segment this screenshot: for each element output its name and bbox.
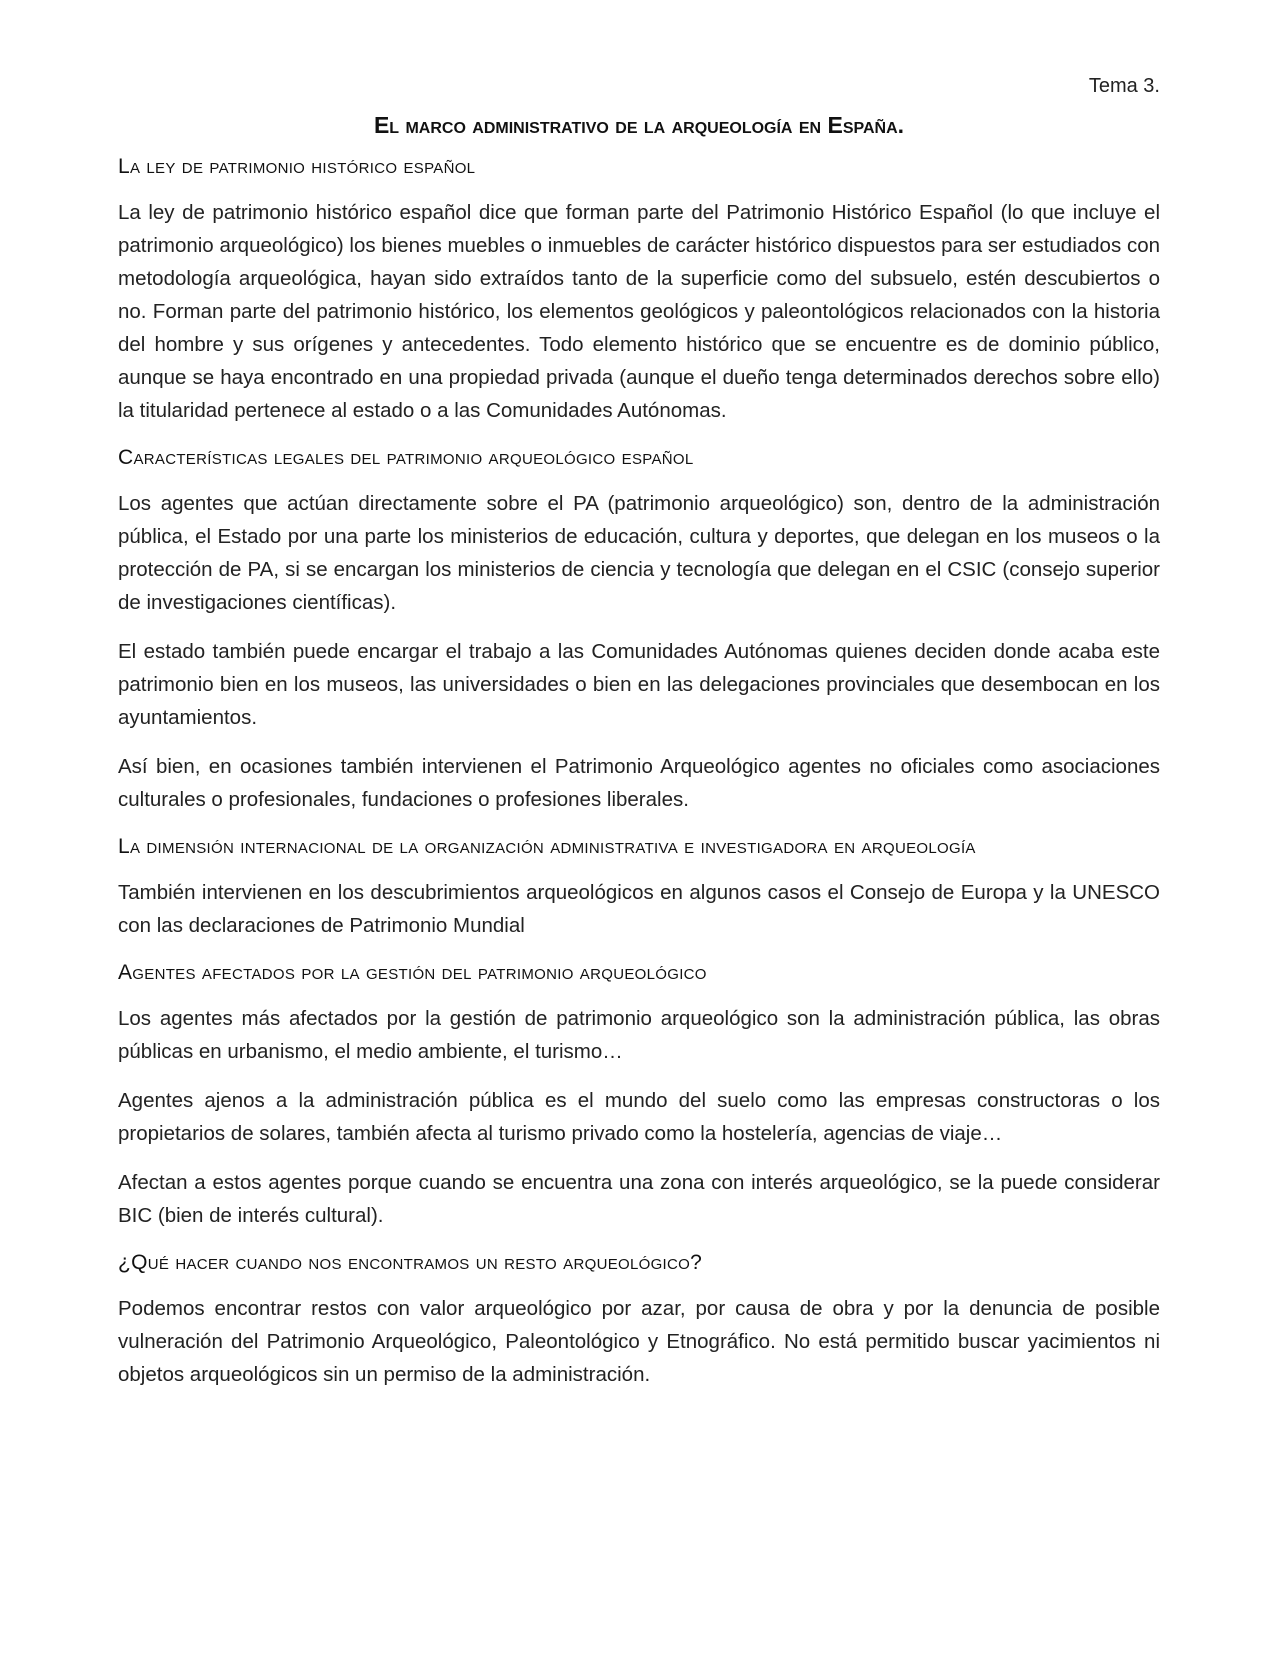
document-title: El marco administrativo de la arqueología en España. bbox=[373, 112, 905, 138]
paragraph: Agentes ajenos a la administración pública es el mundo del suelo como las empresas constructoras o los propietarios de solares, también afecta al turismo privado como la hostelería, agencias de viaje… bbox=[118, 1089, 1160, 1145]
section-dimension-internacional bbox=[118, 832, 1160, 942]
section-que-hacer bbox=[118, 1248, 1160, 1391]
paragraph: También intervienen en los descubrimientos arqueológicos en algunos casos el Consejo de Europa y la UNESCO con las declaraciones de Patrimonio Mundial bbox=[118, 881, 1160, 937]
paragraph: La ley de patrimonio histórico español dice que forman parte del Patrimonio Histórico Español (lo que incluye el patrimonio arqueológico) los bienes muebles o inmuebles de carácter histórico dispuestos para ser estudiados con metodología arqueológica, hayan sido extraídos tanto de la superficie como del subsuelo, estén descubiertos o no. Forman parte del patrimonio histórico, los elementos geológicos y paleontológicos relacionados con la historia del hombre y sus orígenes y antecedentes. Todo elemento histórico que se encuentre es de dominio público, aunque se haya encontrado en una propiedad privada (aunque el dueño tenga determinados derechos sobre ello) la titularidad pertenece al estado o a las Comunidades Autónomas. bbox=[118, 201, 1160, 422]
paragraph: Afectan a estos agentes porque cuando se encuentra una zona con interés arqueológico, se la puede considerar BIC (bien de interés cultural). bbox=[118, 1171, 1160, 1227]
document-page bbox=[118, 72, 1160, 1407]
paragraph: Los agentes más afectados por la gestión de patrimonio arqueológico son la administración pública, las obras públicas en urbanismo, el medio ambiente, el turismo… bbox=[118, 1007, 1160, 1063]
section-heading: ¿Qué hacer cuando nos encontramos un resto arqueológico? bbox=[118, 1251, 703, 1274]
section-agentes-afectados bbox=[118, 958, 1160, 1232]
section-heading: Características legales del patrimonio arqueológico español bbox=[118, 446, 694, 469]
section-heading: La ley de patrimonio histórico español bbox=[118, 155, 476, 178]
paragraph: Así bien, en ocasiones también intervienen el Patrimonio Arqueológico agentes no oficiales como asociaciones culturales o profesionales, fundaciones o profesiones liberales. bbox=[118, 755, 1160, 811]
paragraph: Podemos encontrar restos con valor arqueológico por azar, por causa de obra y por la denuncia de posible vulneración del Patrimonio Arqueológico, Paleontológico y Etnográfico. No está permitido buscar yacimientos ni objetos arqueológicos sin un permiso de la administración. bbox=[118, 1297, 1160, 1386]
section-ley-patrimonio bbox=[118, 152, 1160, 427]
section-caracteristicas-legales bbox=[118, 443, 1160, 816]
page-label: Tema 3. bbox=[1088, 75, 1160, 97]
section-heading: La dimensión internacional de la organización administrativa e investigadora en arqueología bbox=[118, 835, 976, 858]
paragraph: Los agentes que actúan directamente sobre el PA (patrimonio arqueológico) son, dentro de la administración pública, el Estado por una parte los ministerios de educación, cultura y deportes, que delegan en los museos o la protección de PA, si se encargan los ministerios de ciencia y tecnología que delegan en el CSIC (consejo superior de investigaciones científicas). bbox=[118, 492, 1160, 614]
section-heading: Agentes afectados por la gestión del patrimonio arqueológico bbox=[118, 961, 707, 984]
paragraph: El estado también puede encargar el trabajo a las Comunidades Autónomas quienes deciden donde acaba este patrimonio bien en los museos, las universidades o bien en las delegaciones provinciales que desembocan en los ayuntamientos. bbox=[118, 640, 1160, 729]
